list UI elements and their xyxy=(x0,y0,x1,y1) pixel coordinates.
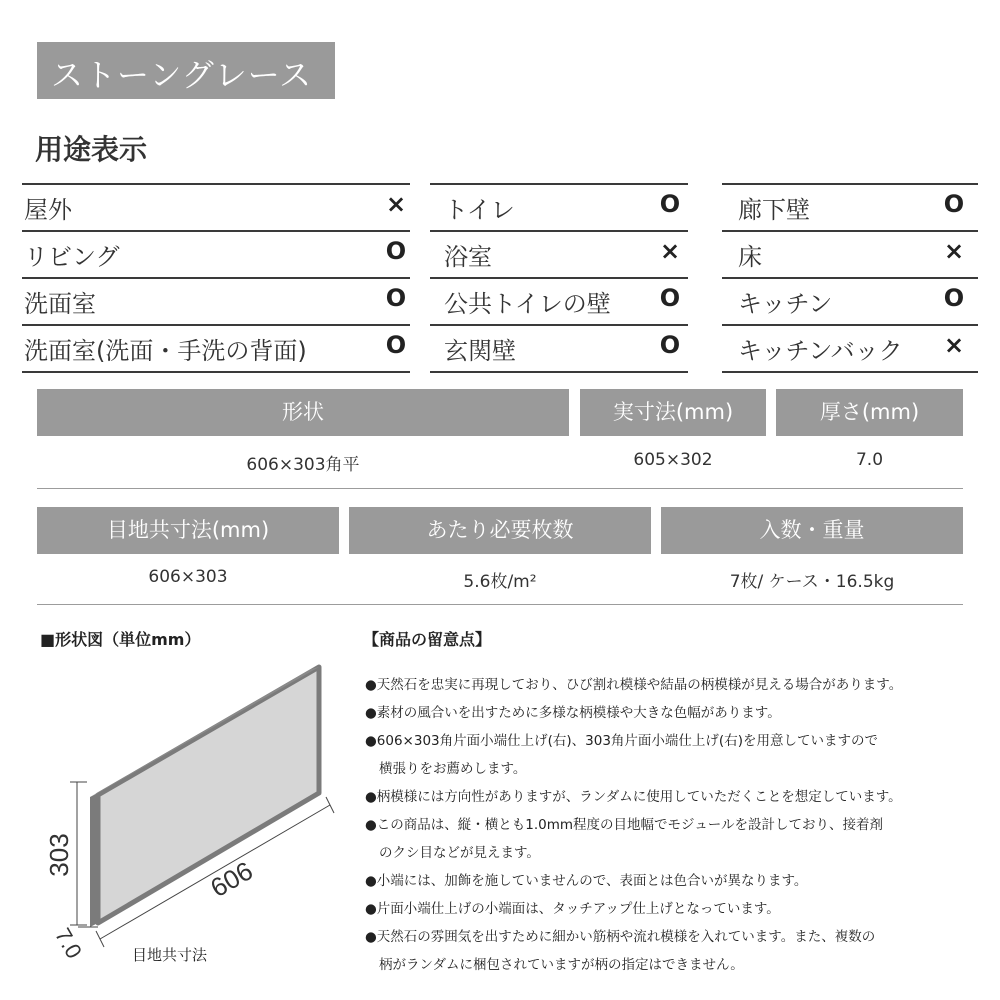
usage-label: 床 xyxy=(738,243,762,271)
usage-label: 洗面室 xyxy=(24,290,96,318)
usage-row xyxy=(430,277,688,324)
usage-section-title: 用途表示 xyxy=(35,133,148,166)
usage-mark: × xyxy=(385,190,407,218)
usage-row xyxy=(722,230,978,277)
note-text: ●この商品は、縦・横とも1.0mm程度の目地幅でモジュールを設計しており、接着剤 xyxy=(365,817,884,833)
note-text: ●天然石を忠実に再現しており、ひび割れ模様や結晶の柄模様が見える場合があります。 xyxy=(365,677,903,693)
usage-row xyxy=(22,324,410,373)
usage-column-3 xyxy=(722,183,978,373)
usage-mark: O xyxy=(385,331,407,359)
note-text: ●小端には、加飾を施していませんので、表面とは色合いが異なります。 xyxy=(365,873,808,889)
figure-title: ■形状図（単位mm） xyxy=(40,630,201,649)
usage-mark: × xyxy=(943,331,965,359)
tile-shape-diagram xyxy=(40,655,340,970)
usage-label: キッチンバック xyxy=(738,337,903,365)
product-title-banner xyxy=(37,42,335,99)
product-title: ストーングレース xyxy=(51,56,313,94)
usage-row xyxy=(430,324,688,373)
thickness-value: 7.0 xyxy=(855,450,884,470)
width-dim-label: 606 xyxy=(205,855,258,904)
height-dim-label: 303 xyxy=(44,833,74,877)
per-sqm-header: あたり必要枚数 xyxy=(349,507,651,554)
note-continuation: 柄がランダムに梱包されていますが柄の指定はできません。 xyxy=(379,957,744,973)
note-item xyxy=(365,923,997,979)
note-item xyxy=(365,783,997,811)
spec-divider xyxy=(37,488,963,489)
usage-label: 公共トイレの壁 xyxy=(444,290,611,318)
usage-row xyxy=(22,230,410,277)
pack-weight-header: 入数・重量 xyxy=(661,507,963,554)
usage-row xyxy=(22,183,410,230)
usage-mark: O xyxy=(943,284,965,312)
usage-label: 屋外 xyxy=(24,196,72,224)
shape-value: 606×303角平 xyxy=(246,455,360,475)
usage-label: 廊下壁 xyxy=(738,196,810,224)
note-item xyxy=(365,727,997,783)
thickness-dim-label: 7.0 xyxy=(50,923,87,963)
usage-row xyxy=(722,324,978,373)
tile-edge xyxy=(90,793,98,927)
usage-row xyxy=(722,183,978,230)
note-continuation: のクシ目などが見えます。 xyxy=(379,845,540,861)
note-item xyxy=(365,895,997,923)
joint-caption: 目地共寸法 xyxy=(132,946,208,964)
per-sqm-value: 5.6枚/m² xyxy=(463,572,537,592)
spec-divider xyxy=(37,604,963,605)
usage-row xyxy=(22,277,410,324)
pack-weight-value: 7枚/ ケース・16.5kg xyxy=(729,572,895,592)
joint-size-header: 目地共寸法(mm) xyxy=(37,507,339,554)
usage-label: 玄関壁 xyxy=(444,337,516,365)
usage-mark: O xyxy=(385,284,407,312)
shape-header: 形状 xyxy=(37,389,569,436)
note-text: ●天然石の雰囲気を出すために細かい筋柄や流れ模様を入れています。また、複数の xyxy=(365,929,876,945)
usage-column-1 xyxy=(22,183,410,373)
note-item xyxy=(365,699,997,727)
usage-mark: × xyxy=(943,237,965,265)
notes-list xyxy=(365,671,997,979)
note-continuation: 横張りをお薦めします。 xyxy=(379,761,527,777)
usage-label: リビング xyxy=(24,243,120,271)
usage-mark: O xyxy=(659,190,681,218)
note-item xyxy=(365,867,997,895)
usage-label: 洗面室(洗面・手洗の背面) xyxy=(24,337,307,365)
usage-mark: O xyxy=(385,237,407,265)
width-dim-tick xyxy=(96,931,104,947)
usage-mark: × xyxy=(659,237,681,265)
note-item xyxy=(365,671,997,699)
usage-column-2 xyxy=(430,183,688,373)
width-dim-tick xyxy=(326,797,334,813)
note-item xyxy=(365,811,997,867)
usage-mark: O xyxy=(943,190,965,218)
usage-row xyxy=(430,230,688,277)
actual-size-header: 実寸法(mm) xyxy=(580,389,766,436)
usage-row xyxy=(722,277,978,324)
usage-label: キッチン xyxy=(738,290,833,318)
actual-size-value: 605×302 xyxy=(633,450,713,470)
usage-label: トイレ xyxy=(444,196,515,224)
note-text: ●素材の風合いを出すために多様な柄模様や大きな色幅があります。 xyxy=(365,705,781,721)
note-text: ●柄模様には方向性がありますが、ランダムに使用していただくことを想定しています。 xyxy=(365,789,902,805)
usage-label: 浴室 xyxy=(444,243,492,271)
usage-row xyxy=(430,183,688,230)
usage-mark: O xyxy=(659,284,681,312)
note-text: ●片面小端仕上げの小端面は、タッチアップ仕上げとなっています。 xyxy=(365,901,780,917)
usage-mark: O xyxy=(659,331,681,359)
note-text: ●606×303角片面小端仕上げ(右)、303角片面小端仕上げ(右)を用意していますので xyxy=(365,733,878,749)
thickness-header: 厚さ(mm) xyxy=(776,389,963,436)
notes-title: 【商品の留意点】 xyxy=(363,630,492,649)
joint-size-value: 606×303 xyxy=(148,567,228,587)
